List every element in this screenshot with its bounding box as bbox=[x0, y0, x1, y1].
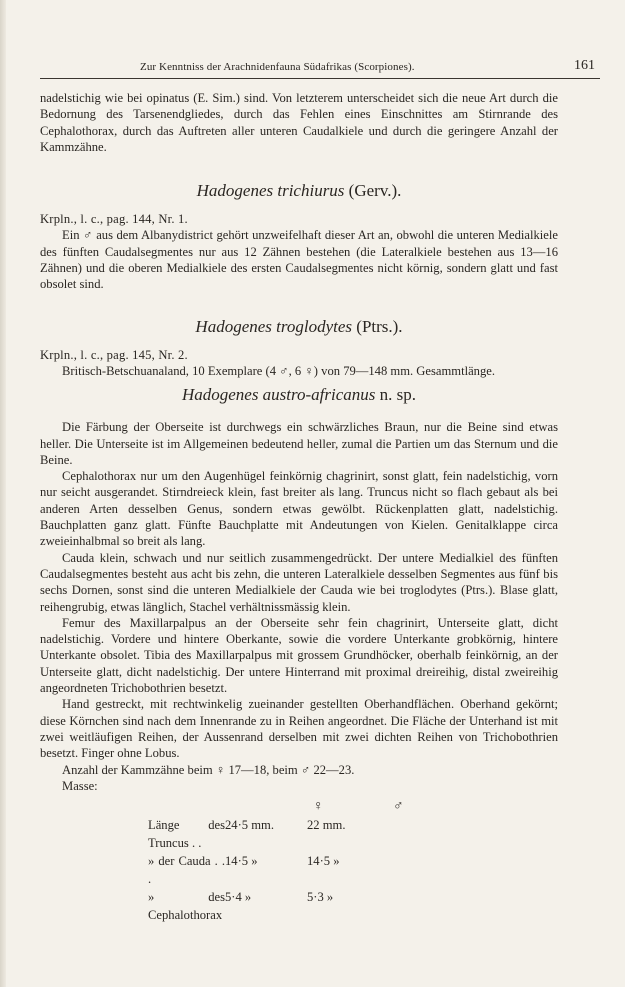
section-text: Britisch-Betschuanaland, 10 Exemplare (4 ♂, 6 ♀) von 79—148 mm. Gesammtlänge. bbox=[62, 363, 495, 378]
female-value: 24·5 mm. bbox=[225, 818, 274, 833]
measure-label: » des Cephalothorax bbox=[148, 890, 225, 923]
female-value: 5·4 » bbox=[225, 890, 252, 905]
description-paragraph: Femur des Maxillarpalpus an der Oberseite sehr fein chagrinirt, Unterseite glatt, dicht nadelstichig. Vordere und hintere Oberkante, sowie die vordere Unterkante grobkörnig, hintere Unterkante obsolet. Tibia des Maxillarpalpus mit grossem Grundhöcker, oberhalb feinkörnig, an der Unterseite glatt, dicht nadelstichig. Der untere Hinterrand mit proximal dreireihig, distal zweireihig angeordneten Trichobothrien besetzt. bbox=[40, 615, 558, 696]
masse-label: Masse: bbox=[62, 778, 98, 793]
section-heading-trichiurus bbox=[40, 181, 558, 201]
species-author: n. sp. bbox=[379, 385, 417, 405]
male-value: 22 mm. bbox=[307, 818, 346, 833]
table-row bbox=[40, 852, 558, 888]
description-paragraph: Hand gestreckt, mit rechtwinkelig zueinander gestellten Oberhandflächen. Oberhand gekörnt; diese Körnchen sind nach dem Innenrande zu in Reihen angeordnet. Die Fläche der Unterhand ist mit zwei weitläufigen Reihen, der Aussenrand derselben mit zwei dichten Reihen von Trichobothrien besetzt. Finger ohne Lobus. bbox=[40, 697, 558, 761]
female-symbol: ♀ bbox=[313, 799, 324, 815]
page-number: 161 bbox=[574, 58, 595, 73]
male-value: 5·3 » bbox=[307, 890, 334, 905]
measurement-table bbox=[40, 798, 558, 924]
sex-header-row bbox=[40, 798, 558, 816]
description-paragraph: Die Färbung der Oberseite ist durchwegs ein schwärzliches Braun, nur die Beine sind etwas heller. Die Unterseite ist im Allgemeinen bedeutend heller, zumal die Partien um das Sternum und die Beine. bbox=[40, 420, 558, 467]
measure-label: Länge des Truncus . . bbox=[148, 818, 225, 851]
male-value: 14·5 » bbox=[307, 854, 340, 869]
page-body bbox=[40, 90, 558, 924]
intro-paragraph: nadelstichig wie bei opinatus (E. Sim.) sind. Von letzterem unterscheidet sich die neue Art durch die Bedornung des Tarsenendgliedes, durch das Fehlen eines Einschnittes am Stirnrande des Cephalothorax, durch das Auftreten aller unteren Caudalkiele und durch die geringere Anzahl der Kammzähne. bbox=[40, 91, 558, 154]
species-name: Hadogenes austro-africanus bbox=[181, 385, 376, 405]
reference-line: Krpln., l. c., pag. 145, Nr. 2. bbox=[40, 347, 188, 362]
measure-label: » der Cauda . . . bbox=[148, 854, 225, 887]
running-header bbox=[40, 58, 600, 78]
male-symbol: ♂ bbox=[393, 799, 404, 815]
table-row bbox=[40, 888, 558, 924]
description-paragraph: Anzahl der Kammzähne beim ♀ 17—18, beim ♂ 22—23. bbox=[62, 762, 355, 777]
species-author: (Ptrs.). bbox=[356, 316, 403, 336]
section-heading-austro-africanus bbox=[40, 385, 558, 405]
running-title: Zur Kenntniss der Arachnidenfauna Südafrikas (Scorpiones). bbox=[140, 61, 415, 73]
table-row bbox=[40, 816, 558, 852]
description-paragraph: Cauda klein, schwach und nur seitlich zusammengedrückt. Der untere Medialkiel des fünften Caudalsegmentes besteht aus acht bis zehn, die unteren Lateralkiele desselben Segmentes aus fünf bis sechs Dornen, sonst sind die unteren Medialkiele der Cauda wie bei troglodytes (Ptrs.). Blase glatt, reihengrubig, etwas länglich, Stachel verhältnissmässig klein. bbox=[40, 550, 558, 614]
description-paragraph: Cephalothorax nur um den Augenhügel feinkörnig chagrinirt, sonst glatt, fein nadelstichig, vorn nur seicht ausgerandet. Stirndreieck klein, fast breiter als lang. Truncus nicht so flach gebaut als bei anderen Arten desselben Genus, sondern etwas gewölbt. Rückenplatten glatt, nadelstichig. Bauchplatten ganz glatt. Fünfte Bauchplatte mit Andeutungen von Kielen. Genitalklappe circa zweieinhalbmal so breit als lang. bbox=[40, 469, 558, 549]
reference-line: Krpln., l. c., pag. 144, Nr. 1. bbox=[40, 212, 188, 227]
header-rule bbox=[40, 78, 600, 79]
female-value: 14·5 » bbox=[225, 854, 258, 869]
page-binding-edge bbox=[0, 0, 6, 987]
species-author: (Gerv.). bbox=[348, 181, 402, 201]
section-text: Ein ♂ aus dem Albanydistrict gehört unzweifelhaft dieser Art an, obwohl die unteren Medialkiele des fünften Caudalsegmentes nur aus 12 Zähnen bestehen (die Lateralkiele bestehen aus 13—16 Zähnen) und die oberen Medialkiele des ersten Caudalsegmentes nicht körnig, sondern glatt und fast obsolet sind. bbox=[40, 228, 558, 292]
species-name: Hadogenes troglodytes bbox=[195, 316, 353, 336]
species-name: Hadogenes trichiurus bbox=[196, 181, 345, 201]
section-heading-troglodytes bbox=[40, 317, 558, 337]
